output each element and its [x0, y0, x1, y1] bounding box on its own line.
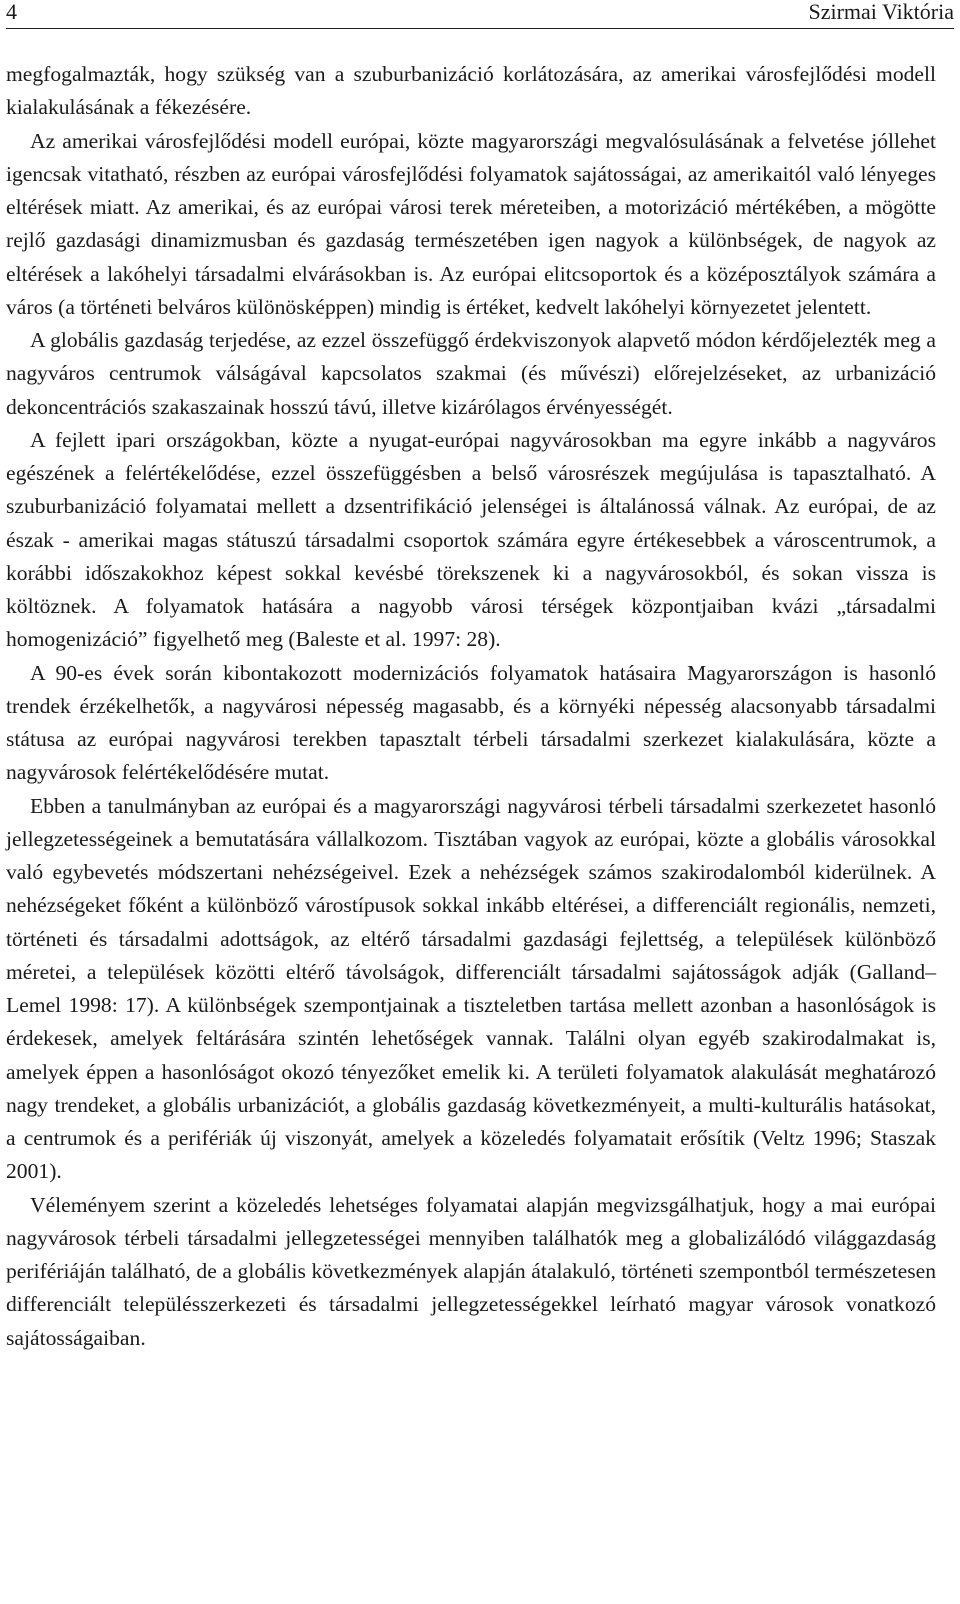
- paragraph: A globális gazdaság terjedése, az ezzel összefüggő érdekviszonyok alapvető módon kérdőjelezték meg a nagyváros centrumok válságával kapcsolatos szakmai (és művészi) előrejelzéseket, az urbanizáció dekoncentrációs szakaszainak hosszú távú, illetve kizárólagos érvényességét.: [6, 328, 936, 419]
- body-text: [6, 58, 936, 1355]
- paragraph: A 90-es évek során kibontakozott modernizációs folyamatok hatásaira Magyarországon is hasonló trendek érzékelhetők, a nagyvárosi népesség magasabb, és a környéki népesség alacsonyabb társadalmi státusa az európai nagyvárosi terekben tapasztalt térbeli társadalmi szerkezet kialakulására, közte a nagyvárosok felértékelődésére mutat.: [6, 660, 936, 785]
- paragraph: Véleményem szerint a közeledés lehetséges folyamatai alapján megvizsgálhatjuk, hogy a mai európai nagyvárosok térbeli társadalmi jellegzetességei mennyiben találhatók meg a globalizálódó világgazdaság perifériáján található, de a globális következmények alapján átalakuló, történeti szempontból természetesen differenciált településszerkezeti és társadalmi jellegzetességekkel leírható magyar városok vonatkozó sajátosságaiban.: [6, 1192, 936, 1350]
- paragraph: Az amerikai városfejlődési modell európai, közte magyarországi megvalósulásának a felvetése jóllehet igencsak vitatható, részben az európai városfejlődési folyamatok sajátosságai, az amerikaitól való lényeges eltérések miatt. Az amerikai, és az európai városi terek méreteiben, a motorizáció mértékében, a mögötte rejlő gazdasági dinamizmusban és gazdaság természetében igen nagyok a különbségek, de nagyok az eltérések a lakóhelyi társadalmi elvárásokban is. Az európai elitcsoportok és a középosztályok számára a város (a történeti belváros különösképpen) mindig is értéket, kedvelt lakóhelyi környezetet jelentett.: [6, 128, 936, 319]
- paragraph: A fejlett ipari országokban, közte a nyugat-európai nagyvárosokban ma egyre inkább a nagyváros egészének a felértékelődése, ezzel összefüggésben a belső városrészek megújulása is tapasztalható. A szuburbanizáció folyamatai mellett a dzsentrifikáció jelenségei is általánossá válnak. Az európai, de az észak - amerikai magas státuszú társadalmi csoportok számára egyre értékesebbek a városcentrumok, a korábbi időszakokhoz képest sokkal kevésbé törekszenek ki a nagyvárosokból, és sokan vissza is költöznek. A folyamatok hatására a nagyobb városi térségek központjaiban kvázi „társadalmi homogenizáció” figyelhető meg (Baleste et al. 1997: 28).: [6, 427, 936, 652]
- page-header: [6, 0, 954, 29]
- running-head-author: Szirmai Viktória: [808, 0, 954, 24]
- paragraph: megfogalmazták, hogy szükség van a szuburbanizáció korlátozására, az amerikai városfejlődési modell kialakulásának a fékezésére.: [6, 62, 936, 120]
- page-number: 4: [6, 0, 17, 24]
- paragraph: Ebben a tanulmányban az európai és a magyarországi nagyvárosi térbeli társadalmi szerkezetet hasonló jellegzetességeinek a bemutatására vállalkozom. Tisztában vagyok az európai, közte a globális városokkal való egybevetés módszertani nehézségeivel. Ezek a nehézségek számos szakirodalomból kiderülnek. A nehézségeket főként a különböző várostípusok sokkal inkább eltérései, a differenciált regionális, nemzeti, történeti és társadalmi adottságok, az eltérő társadalmi gazdasági fejlettség, a települések különböző méretei, a települések közötti eltérő távolságok, differenciált társadalmi sajátosságok adják (Galland–Lemel 1998: 17). A különbségek szempontjainak a tiszteletben tartása mellett azonban a hasonlóságok is érdekesek, amelyek feltárására szintén lehetőségek vannak. Találni olyan egyéb szakirodalmakat is, amelyek éppen a hasonlóságot okozó tényezőket emelik ki. A területi folyamatok alakulását meghatározó nagy trendeket, a globális urbanizációt, a globális gazdaság következményeit, a multi-kulturális hatásokat, a centrumok és a perifériák új viszonyát, amelyek a közeledés folyamatait erősítik (Veltz 1996; Staszak 2001).: [6, 793, 936, 1184]
